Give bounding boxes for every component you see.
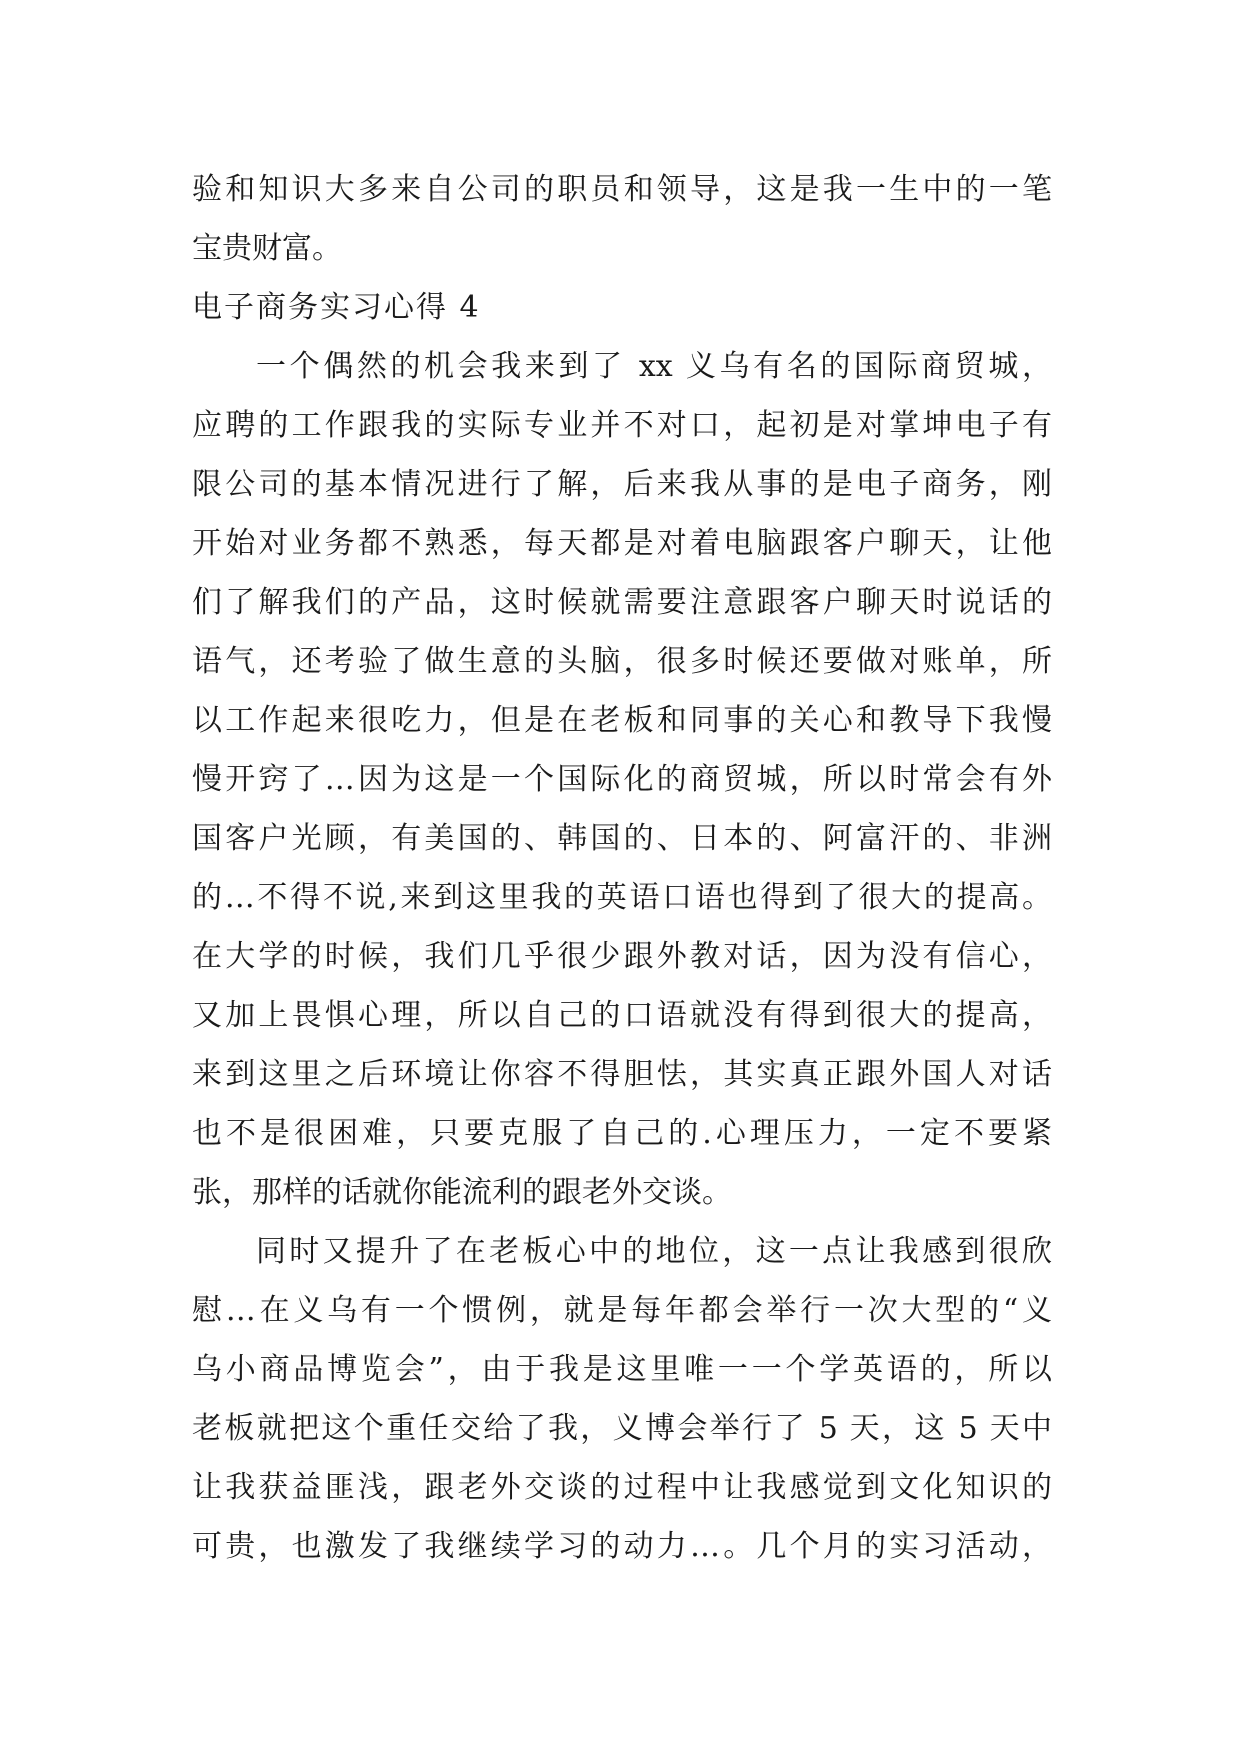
paragraph-2-line-5: 们了解我们的产品，这时候就需要注意跟客户聊天时说话的: [192, 585, 1052, 620]
paragraph-2-line-1: 一个偶然的机会我来到了 xx 义乌有名的国际商贸城，: [256, 349, 1052, 384]
paragraph-3-line-6: 可贵，也激发了我继续学习的动力…。几个月的实习活动，: [192, 1529, 1052, 1564]
paragraph-1-line-1: 验和知识大多来自公司的职员和领导，这是我一生中的一笔: [192, 172, 1052, 207]
paragraph-1-line-2: 宝贵财富。: [192, 231, 342, 266]
paragraph-3-line-2: 慰…在义乌有一个惯例，就是每年都会举行一次大型的“义: [192, 1293, 1052, 1328]
paragraph-2-line-7: 以工作起来很吃力，但是在老板和同事的关心和教导下我慢: [192, 703, 1052, 738]
paragraph-2-line-10: 的…不得不说,来到这里我的英语口语也得到了很大的提高。: [192, 880, 1052, 915]
paragraph-2-line-9: 国客户光顾，有美国的、韩国的、日本的、阿富汗的、非洲: [192, 821, 1052, 856]
paragraph-2-line-13: 来到这里之后环境让你容不得胆怯，其实真正跟外国人对话: [192, 1057, 1052, 1092]
paragraph-2-line-3: 限公司的基本情况进行了解，后来我从事的是电子商务，刚: [192, 467, 1052, 502]
paragraph-2-line-2: 应聘的工作跟我的实际专业并不对口，起初是对掌坤电子有: [192, 408, 1052, 443]
document-body: [192, 160, 1052, 1576]
paragraph-2-line-15: 张，那样的话就你能流利的跟老外交谈。: [192, 1175, 732, 1210]
paragraph-3-line-5: 让我获益匪浅，跟老外交谈的过程中让我感觉到文化知识的: [192, 1470, 1052, 1505]
paragraph-2-line-12: 又加上畏惧心理，所以自己的口语就没有得到很大的提高，: [192, 998, 1052, 1033]
section-heading: 电子商务实习心得 4: [192, 290, 481, 325]
paragraph-2-line-11: 在大学的时候，我们几乎很少跟外教对话，因为没有信心，: [192, 939, 1052, 974]
paragraph-2-line-4: 开始对业务都不熟悉，每天都是对着电脑跟客户聊天，让他: [192, 526, 1052, 561]
paragraph-3-line-1: 同时又提升了在老板心中的地位，这一点让我感到很欣: [256, 1234, 1052, 1269]
paragraph-2-line-8: 慢开窍了…因为这是一个国际化的商贸城，所以时常会有外: [192, 762, 1052, 797]
paragraph-2-line-6: 语气，还考验了做生意的头脑，很多时候还要做对账单，所: [192, 644, 1052, 679]
paragraph-3-line-3: 乌小商品博览会”，由于我是这里唯一一个学英语的，所以: [192, 1352, 1052, 1387]
paragraph-2-line-14: 也不是很困难，只要克服了自己的.心理压力，一定不要紧: [192, 1116, 1052, 1151]
paragraph-3-line-4: 老板就把这个重任交给了我，义博会举行了 5 天，这 5 天中: [192, 1411, 1052, 1446]
